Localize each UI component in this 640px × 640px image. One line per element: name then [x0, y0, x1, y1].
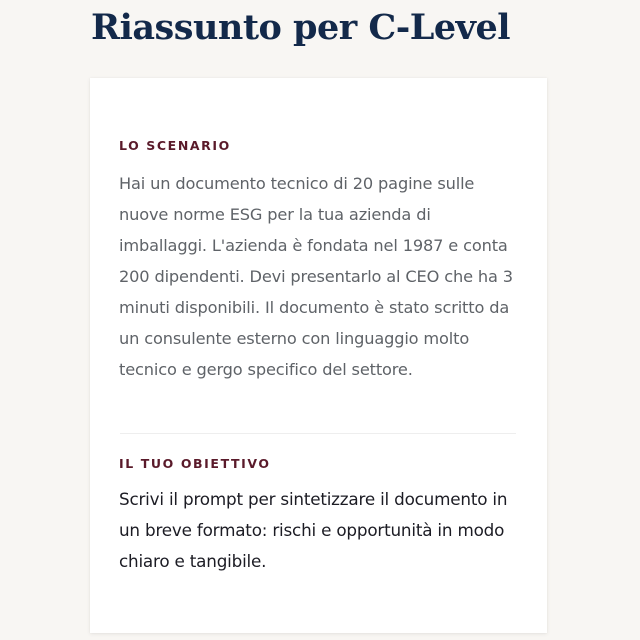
scenario-label: LO SCENARIO [119, 138, 231, 153]
scenario-text: Hai un documento tecnico di 20 pagine sulle nuove norme ESG per la tua azienda di imballaggi. L'azienda è fondata nel 1987 e conta 200 dipendenti. Devi presentarlo al CEO che ha 3 minuti disponibili. Il documento è stato scritto da un consulente esterno con linguaggio molto tecnico e gergo specifico del settore. [119, 174, 513, 379]
goal-text: Scrivi il prompt per sintetizzare il documento in un breve formato: rischi e opportunità in modo chiaro e tangibile. [119, 489, 508, 571]
section-divider [120, 433, 516, 434]
page-title: Riassunto per C-Level [91, 7, 511, 48]
exercise-card [90, 78, 547, 633]
goal-label: IL TUO OBIETTIVO [119, 456, 271, 471]
